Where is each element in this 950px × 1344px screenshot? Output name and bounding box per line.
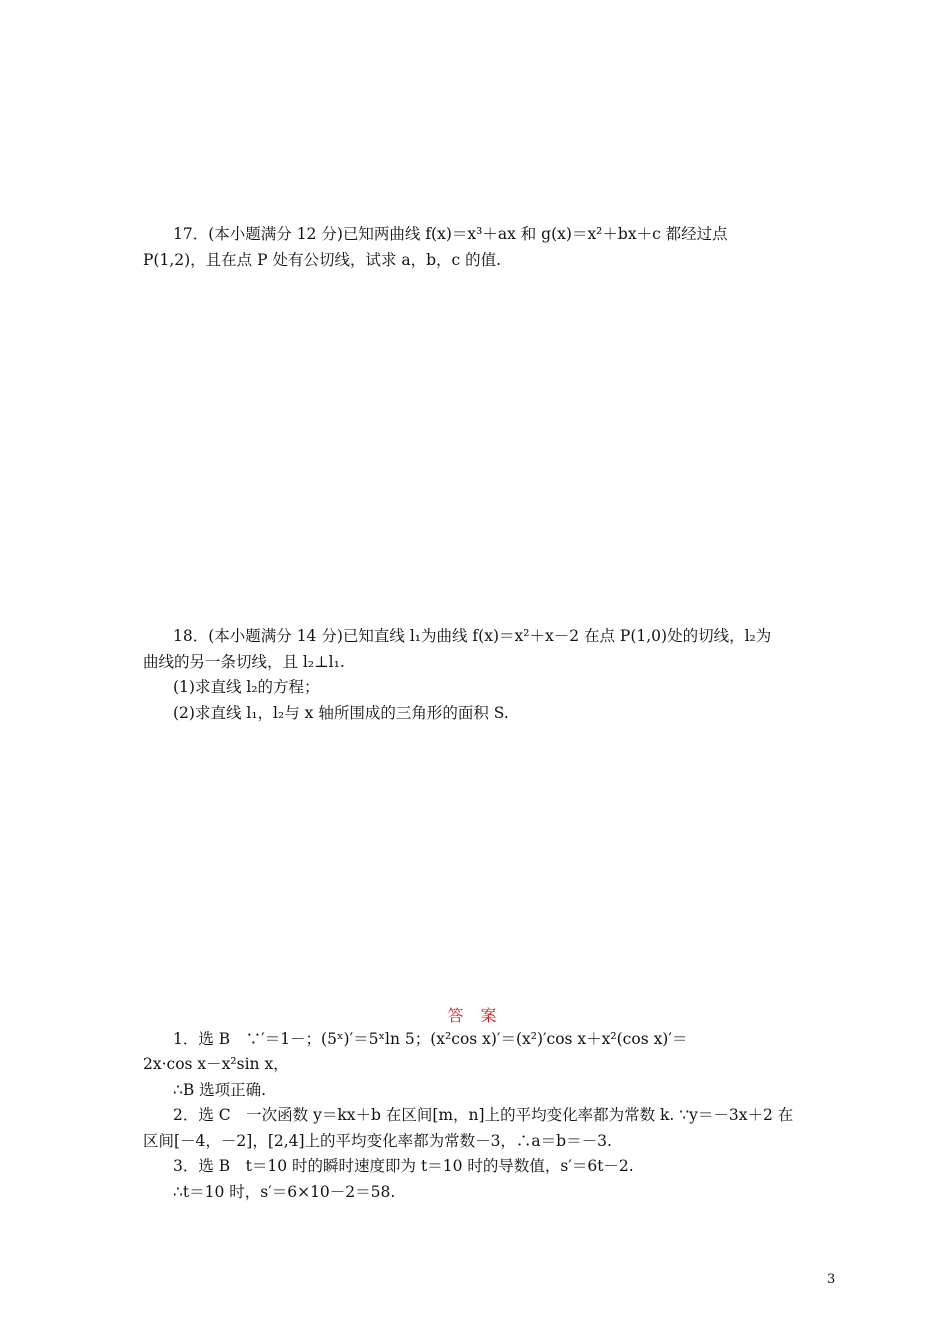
page-number: 3 (827, 1272, 836, 1287)
answer-2-line-2: 区间[－4，－2]，[2,4]上的平均变化率都为常数－3，∴a＝b＝－3. (143, 1132, 612, 1150)
problem-18-line-1: 18．(本小题满分 14 分)已知直线 l₁为曲线 f(x)＝x²＋x－2 在点 P(1,0)处的切线，l₂为 (173, 627, 772, 645)
answer-3-line-2: ∴t＝10 时，s′＝6×10－2＝58. (173, 1183, 396, 1201)
answer-3-line-1: 3．选 B t＝10 时的瞬时速度即为 t＝10 时的导数值，s′＝6t－2. (173, 1157, 634, 1175)
problem-18-part-1: (1)求直线 l₂的方程； (173, 678, 320, 696)
problem-17-line-2: P(1,2)，且在点 P 处有公切线，试求 a，b，c 的值. (143, 251, 502, 269)
answer-1-line-1: 1．选 B ∵′＝1－；(5ˣ)′＝5ˣln 5；(x²cos x)′＝(x²)′cos x＋x²(cos x)′＝ (173, 1030, 688, 1048)
answer-1-line-3: ∴B 选项正确. (173, 1081, 267, 1099)
answer-2-line-1: 2．选 C 一次函数 y＝kx＋b 在区间[m，n]上的平均变化率都为常数 k. ∵y＝－3x＋2 在 (173, 1106, 794, 1124)
answers-heading: 答 案 (447, 1006, 503, 1025)
problem-17-line-1: 17．(本小题满分 12 分)已知两曲线 f(x)＝x³＋ax 和 g(x)＝x²＋bx＋c 都经过点 (173, 225, 728, 243)
answer-1-line-2: 2x·cos x－x²sin x， (143, 1055, 289, 1073)
problem-18-part-2: (2)求直线 l₁，l₂与 x 轴所围成的三角形的面积 S. (173, 704, 509, 722)
problem-18-line-2: 曲线的另一条切线，且 l₂⊥l₁. (143, 653, 345, 671)
